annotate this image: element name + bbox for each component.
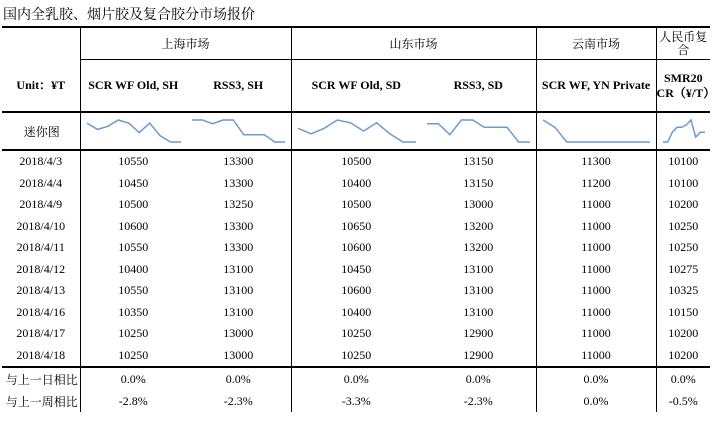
- table-row: [2, 150, 710, 173]
- sparkline-chart: [656, 112, 710, 150]
- price-cell: 13200: [463, 218, 494, 233]
- price-cell: 10275: [656, 259, 710, 281]
- table-row: [2, 216, 710, 238]
- price-cell: 13100: [223, 304, 254, 319]
- price-cell: 11000: [536, 259, 656, 281]
- price-cell: 10600: [291, 237, 421, 259]
- summary-row: [2, 367, 710, 390]
- market-rmb-composite: 人民币复合: [656, 27, 710, 60]
- table-row: [2, 259, 710, 281]
- price-cell: 10500: [291, 194, 421, 216]
- price-cell: 10250: [118, 326, 149, 341]
- price-cell: 11200: [536, 173, 656, 195]
- price-cell: 10200: [656, 194, 710, 216]
- price-cell: 10100: [656, 173, 710, 195]
- change-cell: 0.0%: [291, 367, 421, 390]
- sparkline-series: [543, 120, 650, 142]
- change-cell: -2.3%: [463, 393, 493, 408]
- table-row: [2, 345, 710, 368]
- date-cell: 2018/4/11: [2, 237, 80, 259]
- price-cell: 10200: [656, 323, 710, 345]
- product-header: RSS3, SH: [186, 60, 291, 113]
- price-cell: 13150: [463, 154, 494, 169]
- date-cell: 2018/4/13: [2, 280, 80, 302]
- price-cell: 10150: [656, 302, 710, 324]
- change-cell: 0.0%: [225, 371, 251, 386]
- price-cell: 13300: [223, 240, 254, 255]
- change-cell: 0.0%: [656, 367, 710, 390]
- price-cell: 10100: [656, 150, 710, 173]
- price-cell: 11000: [536, 323, 656, 345]
- sparkline-svg: [190, 117, 287, 145]
- price-cell: 13000: [223, 326, 254, 341]
- price-cell: 12900: [463, 326, 494, 341]
- table-row: [2, 237, 710, 259]
- change-cell: 0.0%: [536, 390, 656, 412]
- change-cell: -2.3%: [223, 393, 253, 408]
- price-cell: 10250: [291, 345, 421, 368]
- market-yunnan: 云南市场: [536, 27, 656, 60]
- date-cell: 2018/4/4: [2, 173, 80, 195]
- change-cell: 0.0%: [120, 371, 146, 386]
- price-cell: 12900: [421, 345, 536, 368]
- date-cell: 2018/4/9: [2, 194, 80, 216]
- price-cell: 10500: [118, 197, 149, 212]
- sparkline-chart: [291, 112, 421, 150]
- sparkline-chart: [421, 112, 536, 150]
- table-row: [2, 302, 710, 324]
- sparkline-chart: [80, 112, 186, 150]
- price-cell: 13300: [223, 154, 254, 169]
- price-cell: 13100: [463, 283, 494, 298]
- price-cell: 13000: [186, 345, 291, 368]
- price-cell: 13100: [223, 283, 254, 298]
- sparkline-svg: [541, 117, 652, 145]
- price-cell: 10400: [118, 261, 149, 276]
- sparkline-chart: [186, 112, 291, 150]
- price-cell: 10550: [118, 283, 149, 298]
- price-cell: 13200: [463, 240, 494, 255]
- table-row: [2, 323, 710, 345]
- sparkline-svg: [425, 117, 532, 145]
- sparkline-svg: [296, 117, 418, 145]
- market-shandong: 山东市场: [291, 27, 536, 60]
- product-header: RSS3, SD: [421, 60, 536, 113]
- price-cell: 11000: [536, 237, 656, 259]
- change-cell: 0.0%: [536, 367, 656, 390]
- product-header: SCR WF, YN Private: [536, 60, 656, 113]
- price-cell: 10350: [118, 304, 149, 319]
- price-table: [2, 26, 715, 412]
- unit-label: Unit：¥T: [2, 60, 80, 113]
- product-header: SMR20 CR（¥/T）: [656, 60, 710, 113]
- sparkline-series: [427, 120, 530, 142]
- summary-label: 与上一周相比: [2, 390, 80, 412]
- table-row: [2, 194, 710, 216]
- sparkline-series: [663, 120, 705, 142]
- date-cell: 2018/4/12: [2, 259, 80, 281]
- date-cell: 2018/4/18: [2, 345, 80, 368]
- price-cell: 11000: [536, 280, 656, 302]
- price-cell: 10200: [656, 345, 710, 368]
- table-row: [2, 173, 710, 195]
- price-cell: 11000: [536, 302, 656, 324]
- date-cell: 2018/4/3: [2, 150, 80, 173]
- sparkline-svg: [661, 117, 707, 145]
- price-cell: 11000: [536, 345, 656, 368]
- price-cell: 10600: [118, 218, 149, 233]
- price-cell: 13300: [223, 218, 254, 233]
- table-row: [2, 280, 710, 302]
- price-cell: 10250: [291, 323, 421, 345]
- sparkline-label: 迷你图: [2, 112, 80, 150]
- price-cell: 10250: [80, 345, 186, 368]
- price-cell: 13000: [463, 197, 494, 212]
- price-cell: 10550: [118, 240, 149, 255]
- price-cell: 10400: [291, 173, 421, 195]
- price-cell: 10400: [291, 302, 421, 324]
- sparkline-series: [192, 120, 285, 142]
- change-cell: 0.0%: [465, 371, 491, 386]
- price-cell: 13100: [223, 261, 254, 276]
- price-cell: 10250: [656, 237, 710, 259]
- change-cell: -3.3%: [291, 390, 421, 412]
- date-cell: 2018/4/10: [2, 216, 80, 238]
- price-cell: 10450: [291, 259, 421, 281]
- price-cell: 13300: [223, 175, 254, 190]
- summary-row: [2, 390, 710, 412]
- price-cell: 11300: [536, 150, 656, 173]
- price-cell: 10650: [291, 216, 421, 238]
- price-cell: 10600: [291, 280, 421, 302]
- market-shanghai: 上海市场: [80, 27, 291, 60]
- page-title: 国内全乳胶、烟片胶及复合胶分市场报价: [3, 7, 255, 23]
- change-cell: -0.5%: [656, 390, 710, 412]
- product-header: SCR WF Old, SH: [80, 60, 186, 113]
- price-cell: 11000: [536, 194, 656, 216]
- price-cell: 11000: [536, 216, 656, 238]
- corner-cell: [2, 27, 80, 60]
- price-cell: 10500: [291, 150, 421, 173]
- summary-label: 与上一日相比: [2, 367, 80, 390]
- date-cell: 2018/4/16: [2, 302, 80, 324]
- price-cell: 13100: [463, 304, 494, 319]
- sparkline-series: [298, 120, 416, 142]
- sparkline-svg: [85, 117, 183, 145]
- price-cell: 13100: [463, 261, 494, 276]
- price-cell: 10550: [118, 154, 149, 169]
- change-cell: -2.8%: [118, 393, 148, 408]
- price-cell: 10250: [656, 216, 710, 238]
- price-cell: 13250: [223, 197, 254, 212]
- product-header: SCR WF Old, SD: [291, 60, 421, 113]
- price-cell: 10325: [656, 280, 710, 302]
- sparkline-series: [87, 120, 181, 142]
- date-cell: 2018/4/17: [2, 323, 80, 345]
- price-cell: 10450: [118, 175, 149, 190]
- price-cell: 13150: [463, 175, 494, 190]
- sparkline-chart: [536, 112, 656, 150]
